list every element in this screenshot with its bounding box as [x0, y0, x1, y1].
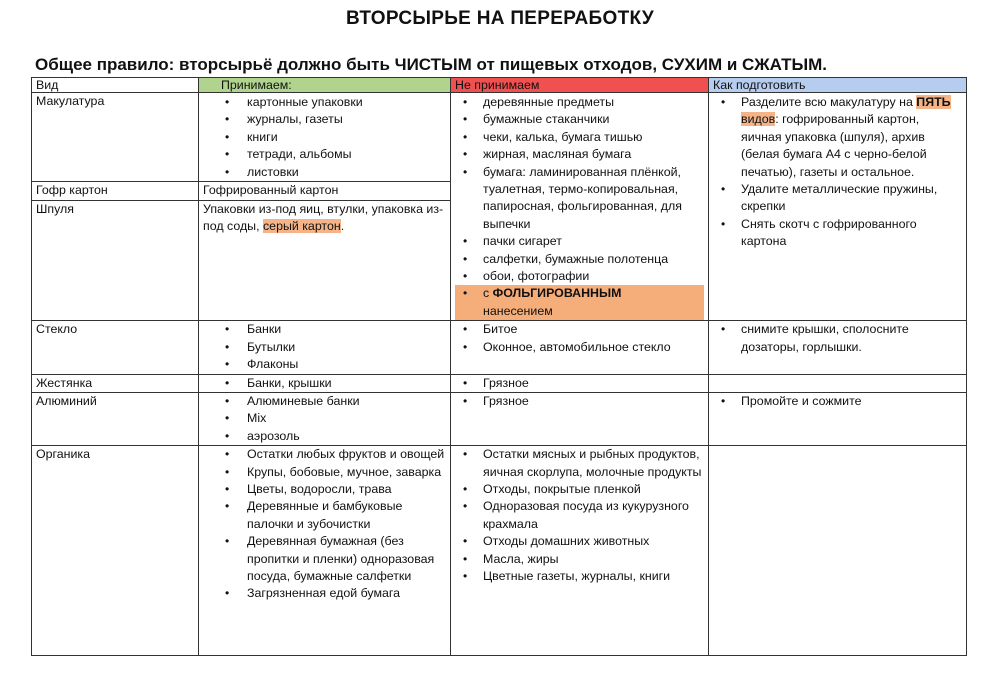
accept-list	[203, 446, 446, 603]
kind-cell: Гофр картон	[32, 182, 199, 200]
accept-tail: .	[340, 219, 345, 234]
list-item: • салфетки, бумажные полотенца	[455, 251, 704, 268]
list-item: • Загрязненная едой бумага	[203, 585, 446, 602]
prepare-bold: ПЯТЬ	[916, 95, 951, 109]
kind-cell: Алюминий	[32, 392, 199, 445]
list-item: • Банки	[203, 321, 446, 338]
accept-list	[203, 94, 446, 181]
list-item: • Деревянная бумажная (без пропитки и пленки) одноразовая посуда, бумажные салфетки	[203, 533, 446, 585]
list-item: • Крупы, бобовые, мучное, заварка	[203, 464, 446, 481]
header-kind: Вид	[32, 78, 199, 93]
list-item: • Промойте и сожмите	[713, 393, 962, 410]
prepare-list	[713, 321, 962, 356]
list-item: • Бутылки	[203, 339, 446, 356]
list-item: • Цветы, водоросли, трава	[203, 481, 446, 498]
list-item	[713, 94, 958, 181]
kind-cell: Органика	[32, 446, 199, 656]
reject-list	[455, 375, 704, 392]
kind-cell: Макулатура	[32, 93, 199, 182]
prepare-cell	[709, 392, 967, 445]
list-item: • чеки, калька, бумага тишью	[455, 129, 704, 146]
reject-cell	[451, 93, 709, 321]
accept-highlight: серый картон	[262, 219, 341, 234]
general-rule: Общее правило: вторсырьё должно быть ЧИСТЫМ от пищевых отходов, СУХИМ и СЖАТЫМ.	[35, 55, 828, 74]
reject-cell	[451, 374, 709, 392]
accept-cell	[199, 200, 451, 320]
list-item: • Грязное	[455, 375, 704, 392]
list-item: • пачки сигарет	[455, 233, 704, 250]
accept-text: Упаковки из-под яиц, втулки, упаковка из-под соды,	[203, 201, 444, 234]
list-item: • Снять скотч с гофрированного картона	[713, 216, 958, 251]
prepare-cell	[709, 446, 967, 656]
kind-cell: Жестянка	[32, 374, 199, 392]
list-item: • Отходы, покрытые пленкой	[455, 481, 704, 498]
prepare-list	[713, 393, 962, 410]
list-item: • Банки, крышки	[203, 375, 446, 392]
list-item: • Масла, жиры	[455, 551, 704, 568]
table-row	[32, 321, 967, 374]
reject-cell	[451, 392, 709, 445]
prepare-cell	[709, 93, 967, 321]
accept-cell	[199, 374, 451, 392]
table-row	[32, 93, 967, 182]
list-item: • снимите крышки, сполосните дозаторы, горлышки.	[713, 321, 962, 356]
list-item: • картонные упаковки	[203, 94, 446, 111]
accept-list	[203, 375, 446, 392]
header-accept: Принимаем:	[199, 78, 451, 93]
list-item: • Деревянные и бамбуковые палочки и зубочистки	[203, 498, 446, 533]
reject-cell	[451, 446, 709, 656]
page-title: ВТОРСЫРЬЕ НА ПЕРЕРАБОТКУ	[346, 8, 654, 29]
list-item: • деревянные предметы	[455, 94, 704, 111]
list-item: • Цветные газеты, журналы, книги	[455, 568, 704, 585]
list-item: • Грязное	[455, 393, 704, 410]
accept-list	[203, 321, 446, 373]
list-item: • Флаконы	[203, 356, 446, 373]
prepare-cell	[709, 374, 967, 392]
accept-cell: Гофрированный картон	[199, 182, 451, 200]
list-item-foil-highlight	[455, 285, 704, 320]
list-item: • аэрозоль	[203, 428, 446, 445]
list-item: • листовки	[203, 164, 446, 181]
accept-cell	[199, 321, 451, 374]
list-item: • бумажные стаканчики	[455, 111, 704, 128]
header-prepare: Как подготовить	[709, 78, 967, 93]
header-reject: Не принимаем	[451, 78, 709, 93]
prepare-text-after: : гофрированный картон, яичная упаковка (шпуля), архив (белая бумага А4 с черно-белой печатью), газеты и остальное.	[741, 112, 927, 179]
reject-list	[455, 446, 704, 585]
foil-bold: ФОЛЬГИРОВАННЫМ	[492, 286, 622, 301]
list-item: • Остатки любых фруктов и овощей	[203, 446, 446, 463]
list-item: • Оконное, автомобильное стекло	[455, 339, 704, 356]
kind-cell: Стекло	[32, 321, 199, 374]
list-item: • обои, фотографии	[455, 268, 704, 285]
prepare-list	[713, 94, 962, 251]
reject-cell	[451, 321, 709, 374]
list-item: • Одноразовая посуда из кукурузного крахмала	[455, 498, 704, 533]
reject-list	[455, 393, 704, 410]
table-row	[32, 392, 967, 445]
list-item: • Удалите металлические пружины, скрепки	[713, 181, 958, 216]
accept-cell	[199, 446, 451, 656]
foil-suffix: нанесением	[483, 303, 553, 318]
list-item: • бумага: ламинированная плёнкой, туалетная, термо-копировальная, папиросная, фольгированная, для выпечки	[455, 164, 704, 234]
list-item: • Остатки мясных и рыбных продуктов, яичная скорлупа, молочные продукты	[455, 446, 704, 481]
reject-list	[455, 94, 704, 320]
reject-list	[455, 321, 704, 356]
list-item: • Отходы домашних животных	[455, 533, 704, 550]
accept-cell	[199, 392, 451, 445]
list-item: • книги	[203, 129, 446, 146]
list-item: • тетради, альбомы	[203, 146, 446, 163]
table-row	[32, 374, 967, 392]
recycling-table	[31, 77, 967, 656]
list-item: • журналы, газеты	[203, 111, 446, 128]
table-row	[32, 446, 967, 656]
list-item: • Алюминевые банки	[203, 393, 446, 410]
list-item: • Битое	[455, 321, 704, 338]
list-item: • жирная, масляная бумага	[455, 146, 704, 163]
accept-cell	[199, 93, 451, 182]
accept-list	[203, 393, 446, 445]
prepare-text: Разделите всю макулатуру на	[741, 95, 917, 109]
table-header-row	[32, 78, 967, 93]
prepare-cell	[709, 321, 967, 374]
foil-prefix: с	[483, 286, 493, 301]
list-item: • Mix	[203, 410, 446, 427]
prepare-highlight-rest: видов	[741, 112, 776, 127]
kind-cell: Шпуля	[32, 200, 199, 320]
